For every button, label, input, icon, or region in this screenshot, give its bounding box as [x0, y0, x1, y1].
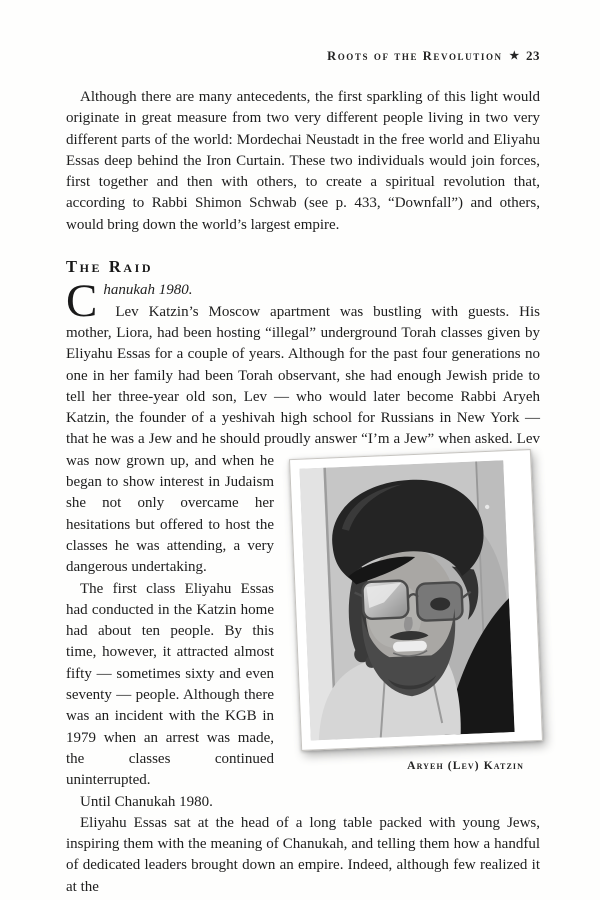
star-icon: ★ [509, 50, 520, 62]
running-head-title: Roots of the Revolution [327, 49, 503, 63]
paragraph-chanukah-text-a: Lev Katzin’s Moscow apartment was bustling with guests. His mother, Liora, had been hosting “illegal” underground Torah classes given by Eliyahu Essas for a couple of years. Although for the past four generations no one in her family had been Torah observant, she had enough Jewish pride to tell her three-year old son, Lev — who would later become Rabbi Aryeh Katzin, the founder of a yeshivah high school for Russians in New York — that he was a Jew and he should proudly answer “I’m a Jew” when asked. Lev was now grown [66, 303, 540, 469]
paragraph-intro: Although there are many antecedents, the first sparkling of this light would originate in great measure from two very different people living in two very different parts of the world: Mordechai Neustadt in the free world and Eliyahu Essas deep behind the Iron Curtain. These two individuals would join forces, first together and then with others, to create a spiritual revolution that, according to Rabbi Shimon Schwab (see p. 433, “Downfall”) and others, would bring down the world’s largest empire. [66, 89, 540, 233]
photo-figure [288, 454, 540, 777]
section-heading: The Raid [66, 257, 154, 277]
paragraph-until-chanukah: Until Chanukah 1980. [80, 793, 213, 810]
body-text [66, 87, 540, 898]
paragraph-chanukah-text-b: up, and when he began to show interest in Judaism she not only overcame her hesitations but offered to host the classes he was attending, a very dangerous undertaking. [66, 452, 274, 576]
paragraph-essas-table: Eliyahu Essas sat at the head of a long table packed with young Jews, inspiring them with the meaning of Chanukah, and telling them how a handful of dedicated leaders brought down an empire. Indeed, although few realized it at the [66, 814, 540, 895]
page-number: 23 [526, 48, 540, 63]
photo-frame [289, 449, 543, 751]
drop-cap: C [66, 275, 98, 328]
portrait-photo [299, 460, 514, 740]
photo-caption: Aryeh (Lev) Katzin [407, 759, 524, 772]
running-head [0, 0, 600, 64]
paragraph-first-class: The first class Eliyahu Essas had conducted in the Katzin home had about ten people. By this time, however, it attracted almost fifty — sometimes sixty and even seventy — people. Although there was an incident with the KGB in 1979 when an arrest was made, the classes continued uninterrupted. [66, 580, 274, 789]
dropcap-first-line: hanukah 1980. [103, 282, 193, 299]
